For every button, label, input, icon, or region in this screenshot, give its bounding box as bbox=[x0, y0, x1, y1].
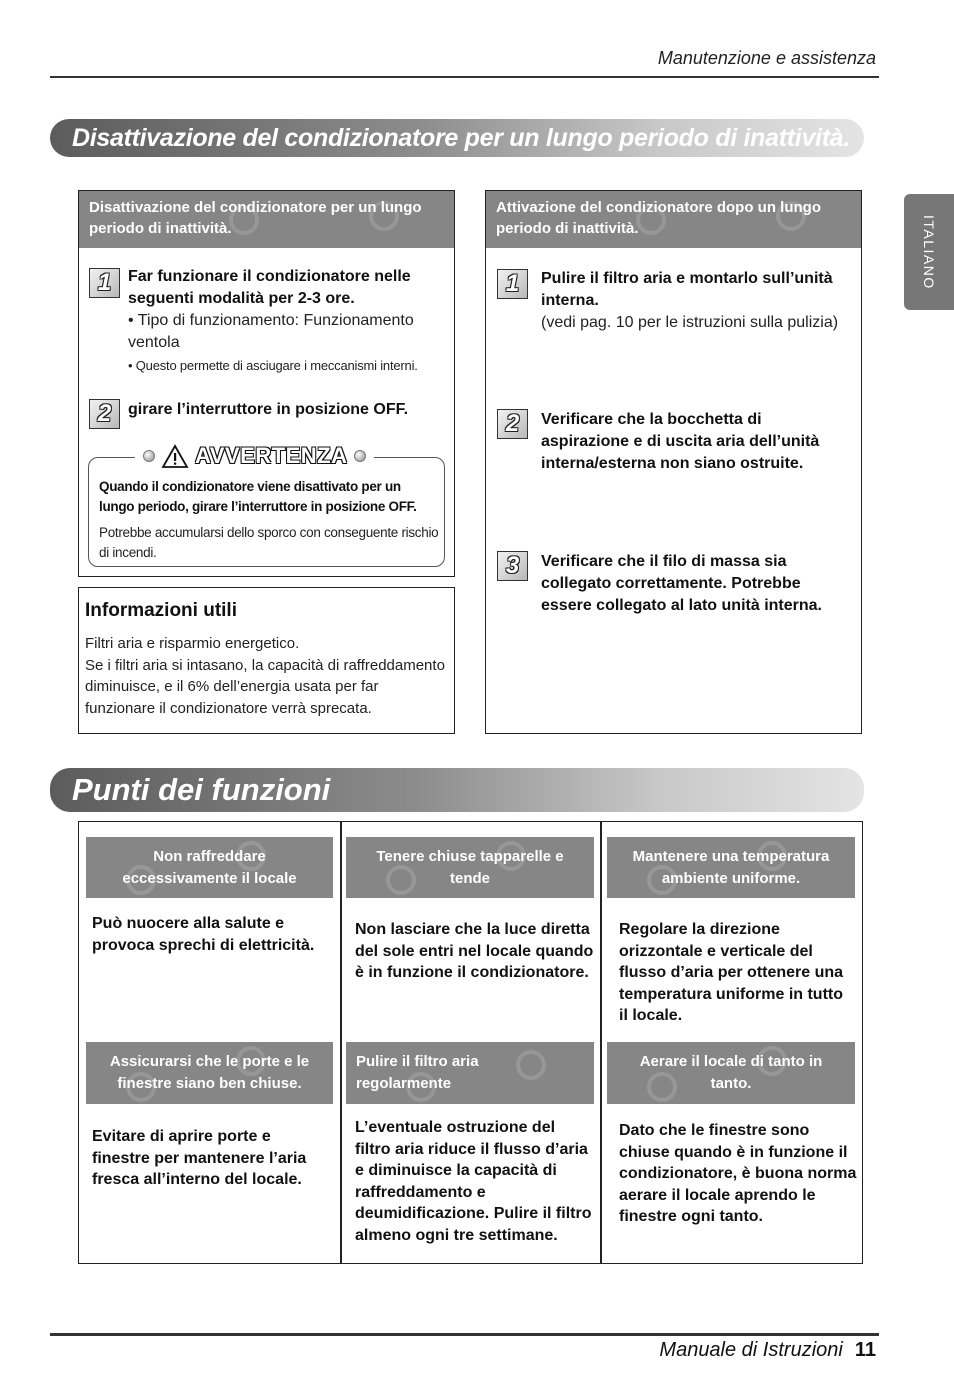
tip-header-text: Mantenere una temperatura ambiente uniforme. bbox=[632, 847, 830, 887]
tip-text: Può nuocere alla salute e provoca sprechi di elettricità. bbox=[92, 915, 315, 954]
language-tab-label: ITALIANO bbox=[921, 214, 937, 290]
step-1 bbox=[128, 266, 450, 376]
tip-header-text: Non raffreddare eccessivamente il locale bbox=[122, 847, 297, 887]
info-line-2: Se i filtri aria si intasano, la capacità di raffreddamento diminuisce, e il 6% dell’energia usata per far funzionare il condizionatore verrà sprecata. bbox=[85, 656, 445, 717]
activation-step-1-note: (vedi pag. 10 per le istruzioni sulla pulizia) bbox=[541, 314, 839, 331]
page-number: 11 bbox=[854, 1339, 876, 1361]
warning-bold-text: Quando il condizionatore viene disattivato per un lungo periodo, girare l’interruttore in posizione OFF. bbox=[99, 479, 417, 514]
section-banner-disattivazione bbox=[50, 119, 864, 157]
footer bbox=[659, 1339, 876, 1362]
tip-header bbox=[607, 837, 855, 898]
tip-header-text: Aerare il locale di tanto in tanto. bbox=[639, 1053, 823, 1092]
grid-divider bbox=[600, 822, 602, 1263]
tip-header bbox=[346, 1042, 594, 1104]
tip-text: Evitare di aprire porte e finestre per mantenere l’aria fresca all’interno del locale. bbox=[92, 1128, 307, 1188]
info-line-1: Filtri aria e risparmio energetico. bbox=[85, 635, 300, 652]
step-number-1: 1 bbox=[89, 268, 120, 298]
info-box-text bbox=[85, 633, 450, 719]
warning-title bbox=[135, 441, 374, 471]
warning-text: Potrebbe accumularsi dello sporco con conseguente rischio di incendi. bbox=[99, 525, 439, 560]
activation-step-2-text: Verificare che la bocchetta di aspirazione e di uscita aria dell’unità interna/esterna non siano ostruite. bbox=[541, 411, 820, 472]
deactivation-box-header bbox=[79, 191, 454, 248]
activation-box bbox=[485, 190, 862, 734]
activation-box-header bbox=[486, 191, 861, 248]
step-1-text: Far funzionare il condizionatore nelle seguenti modalità per 2-3 ore. bbox=[128, 268, 411, 307]
tips-grid bbox=[78, 821, 863, 1264]
step-number-2: 2 bbox=[497, 409, 528, 439]
activation-box-title: Attivazione del condizionatore dopo un lungo periodo di inattività. bbox=[496, 199, 821, 237]
warning-content bbox=[99, 477, 439, 563]
tip-header-text: Pulire il filtro aria regolarmente bbox=[356, 1053, 479, 1092]
activation-step-1 bbox=[541, 268, 851, 334]
info-box bbox=[78, 587, 455, 734]
step-1-bullet-dry: • Questo permette di asciugare i meccanismi interni. bbox=[128, 358, 418, 373]
step-number-2: 2 bbox=[89, 399, 120, 429]
tip-header bbox=[86, 1042, 333, 1104]
section-title: Disattivazione del condizionatore per un lungo periodo di inattività. bbox=[72, 123, 850, 152]
running-header: Manutenzione e assistenza bbox=[657, 48, 876, 68]
activation-step-3-text: Verificare che il filo di massa sia collegato correttamente. Potrebbe essere collegato al lato unità interna. bbox=[541, 553, 822, 614]
tip-header bbox=[607, 1042, 855, 1104]
language-tab bbox=[904, 194, 954, 310]
deactivation-box bbox=[78, 190, 455, 577]
tip-text: Regolare la direzione orizzontale e verticale del flusso d’aria per ottenere una temperatura uniforme in tutto il locale. bbox=[619, 921, 844, 1024]
tip-header-text: Assicurarsi che le porte e le finestre siano ben chiuse. bbox=[109, 1053, 310, 1092]
bullet-dot-icon bbox=[143, 450, 155, 462]
info-box-title: Informazioni utili bbox=[85, 600, 237, 621]
deactivation-box-title: Disattivazione del condizionatore per un lungo periodo di inattività. bbox=[89, 199, 422, 237]
section-banner-punti bbox=[50, 768, 864, 812]
footer-manual-title: Manuale di Istruzioni bbox=[659, 1339, 843, 1361]
tip-text: Dato che le finestre sono chiuse quando è in funzione il condizionatore, è buona norma aerare il locale aprendo le finestre ogni tanto. bbox=[619, 1122, 857, 1225]
footer-rule bbox=[50, 1333, 879, 1336]
tip-text: L’eventuale ostruzione del filtro aria riduce il flusso d’aria e diminuisce la capacità di raffreddamento e deumidificazione. Pulire il filtro almeno ogni tre settimane. bbox=[355, 1119, 592, 1244]
tip-header bbox=[346, 837, 594, 898]
header-rule bbox=[50, 76, 879, 78]
warning-triangle-icon bbox=[161, 444, 189, 469]
section-title: Punti dei funzioni bbox=[72, 772, 331, 807]
grid-divider bbox=[340, 822, 342, 1263]
bullet-dot-icon bbox=[354, 450, 366, 462]
tip-header-text: Tenere chiuse tapparelle e tende bbox=[376, 847, 564, 887]
tip-header bbox=[86, 837, 333, 898]
tip-text: Non lasciare che la luce diretta del sole entri nel locale quando è in funzione il condizionatore. bbox=[355, 921, 594, 981]
activation-step-1-text: Pulire il filtro aria e montarlo sull’unità interna. bbox=[541, 270, 833, 309]
step-number-3: 3 bbox=[497, 551, 528, 581]
step-2-text: girare l’interruttore in posizione OFF. bbox=[128, 401, 409, 418]
step-1-bullet-mode: • Tipo di funzionamento: Funzionamento ventola bbox=[128, 312, 414, 351]
warning-title-text: AVVERTENZA bbox=[195, 443, 348, 468]
step-number-1: 1 bbox=[497, 269, 528, 299]
